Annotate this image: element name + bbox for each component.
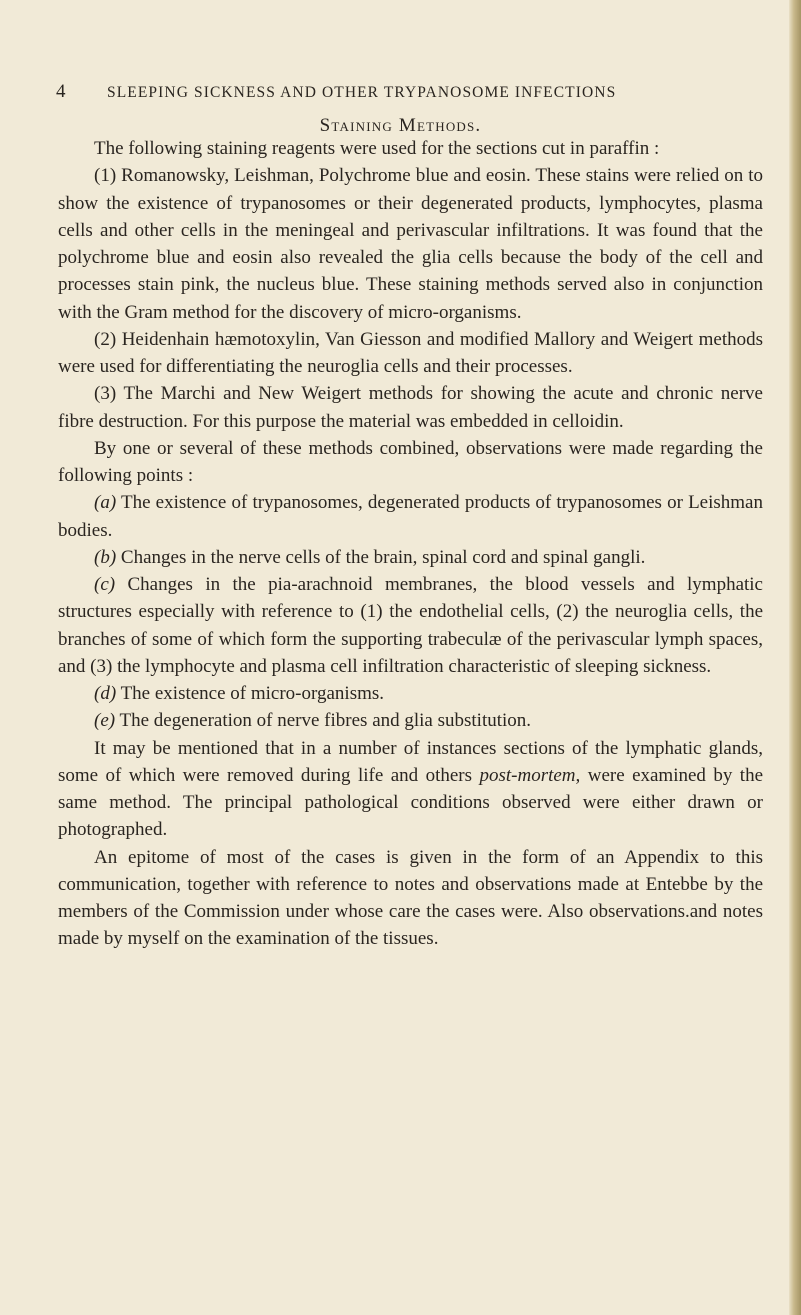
point-text: The degeneration of nerve fibres and glia substitution. xyxy=(115,710,532,732)
body-text xyxy=(58,135,763,953)
page-edge xyxy=(789,0,801,1315)
point-d xyxy=(58,680,763,707)
paragraph-intro: The following staining reagents were used for the sections cut in paraffin : xyxy=(94,138,660,159)
point-marker: (a) xyxy=(94,492,117,514)
paragraph-method-1: (1) Romanowsky, Leishman, Polychrome blue and eosin. These stains were relied on to show the existence of trypanosomes or their degenerated products, lymphocytes, plasma cells and other cells in the meningeal and perivascular infiltrations. It was found that the polychrome blue and eosin also revealed the glia cells because the body of the cell and processes stain pink, the nucleus blue. These staining methods served also in conjunction with the Gram method for the discovery of micro-organisms. xyxy=(58,165,763,323)
point-text: The existence of trypanosomes, degenerated products of trypanosomes or Leishman bodies. xyxy=(58,492,763,541)
section-heading: Staining Methods. xyxy=(319,115,482,136)
point-text: The existence of micro-organisms. xyxy=(116,683,385,704)
paragraph-observations: By one or several of these methods combined, observations were made regarding the following points : xyxy=(58,437,763,486)
closing-text-2: were examined by the same method. The principal pathological conditions observed were either drawn or photographed. xyxy=(58,764,764,841)
point-b xyxy=(58,544,763,571)
point-c xyxy=(58,571,763,680)
point-text: Changes in the pia-arachnoid membranes, the blood vessels and lymphatic structures especially with reference to (1) the endothelial cells, (2) the neuroglia cells, the branches of some of which form the supporting trabeculæ of the perivascular lymph spaces, and (3) the lymphocyte and plasma cell infiltration characteristic of sleeping sickness. xyxy=(58,574,763,677)
paragraph-method-2: (2) Heidenhain hæmotoxylin, Van Giesson and modified Mallory and Weigert methods were used for differentiating the neuroglia cells and their processes. xyxy=(58,328,763,377)
point-marker: (b) xyxy=(94,546,117,568)
closing-italic: post-mortem, xyxy=(479,764,581,786)
point-marker: (d) xyxy=(94,683,117,704)
paragraph-lymphatic-glands xyxy=(58,735,763,844)
paragraph-appendix: An epitome of most of the cases is given in the form of an Appendix to this communication, together with reference to notes and observations made at Entebbe by the members of the Commission under whose care the cases were. Also observations.and notes made by myself on the examination of the tissues. xyxy=(58,846,763,950)
running-head: SLEEPING SICKNESS AND OTHER TRYPANOSOME INFECTIONS xyxy=(107,84,617,101)
point-a xyxy=(58,489,763,544)
paragraph-method-3: (3) The Marchi and New Weigert methods for showing the acute and chronic nerve fibre destruction. For this purpose the material was embedded in celloidin. xyxy=(58,383,763,432)
point-marker: (e) xyxy=(94,710,116,732)
page-number: 4 xyxy=(56,81,66,102)
point-text: Changes in the nerve cells of the brain, spinal cord and spinal gangli. xyxy=(116,546,646,568)
closing-text-1: It may be mentioned that in a number of instances sections of the lymphatic glands, some of which were removed during life and others xyxy=(58,737,763,786)
point-marker: (c) xyxy=(94,574,116,595)
point-e xyxy=(58,707,763,734)
